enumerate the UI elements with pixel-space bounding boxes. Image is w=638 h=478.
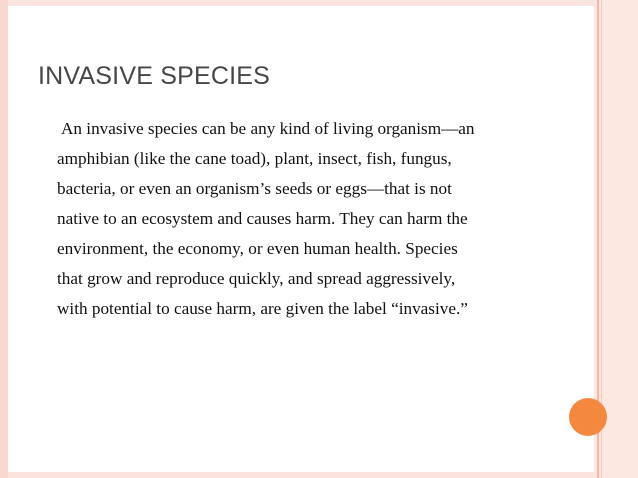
body-line: with potential to cause harm, are given the label “invasive.” (57, 299, 468, 318)
slide-title: INVASIVE SPECIES (38, 62, 270, 90)
orange-circle-icon (569, 398, 607, 436)
slide-border-left (0, 0, 8, 478)
body-line: environment, the economy, or even human health. Species (57, 239, 458, 258)
slide-border-bottom (0, 472, 638, 478)
body-line: native to an ecosystem and causes harm. They can harm the (57, 209, 468, 228)
body-line: An invasive species can be any kind of living organism—an (61, 119, 475, 138)
body-line: amphibian (like the cane toad), plant, insect, fish, fungus, (57, 149, 452, 168)
body-line: bacteria, or even an organism’s seeds or eggs—that is not (57, 179, 452, 198)
slide-border-top (0, 0, 638, 6)
body-line: that grow and reproduce quickly, and spread aggressively, (57, 269, 456, 288)
slide-body (57, 114, 557, 324)
